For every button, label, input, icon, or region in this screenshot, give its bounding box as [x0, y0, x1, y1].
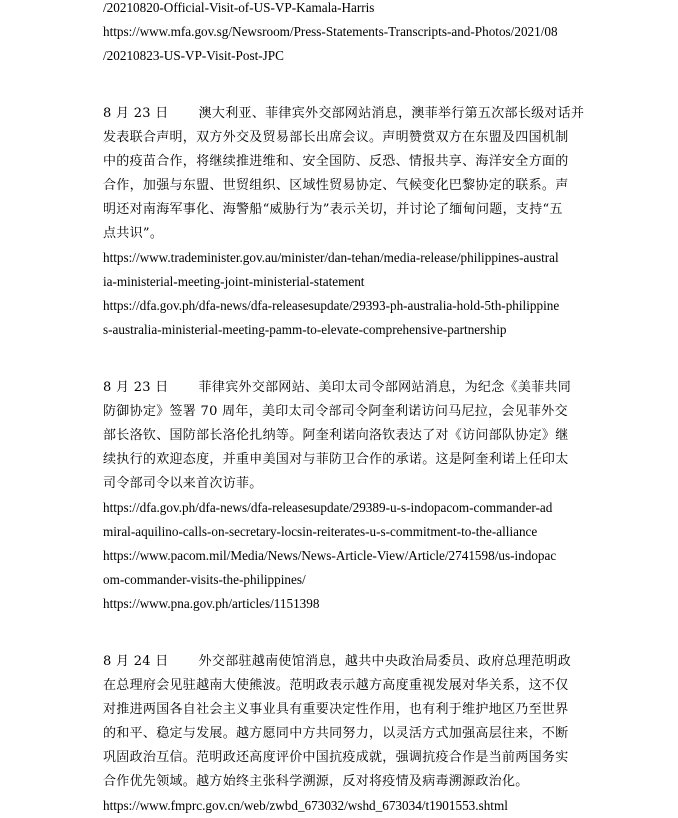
entry-text-line: 部长洛钦、国防部长洛伦扎纳等。阿奎利诺向洛钦表达了对《访问部队协定》继: [103, 428, 569, 443]
entry-text-line: 司令部司令以来首次访菲。: [103, 476, 263, 491]
entry-text-line: 澳大利亚、菲律宾外交部网站消息，澳菲举行第五次部长级对话并: [198, 106, 585, 121]
entry-text-line: 续执行的欢迎态度，并重申美国对与菲防卫合作的承诺。这是阿奎利诺上任印太: [103, 452, 569, 467]
source-url[interactable]: https://www.pacom.mil/Media/News/News-Article-View/Article/2741598/us-indopac: [103, 548, 557, 563]
entry-text-line: 防御协定》签署 70 周年，美印太司令部司令阿奎利诺访问马尼拉，会见菲外交: [103, 404, 568, 419]
entry-date: 8 月 24 日: [103, 654, 169, 669]
document-page: [103, 0, 585, 818]
entry-text-line: 点共识”。: [103, 226, 164, 241]
entry-text-line: 对推进两国各自社会主义事业具有重要决定性作用，也有利于维护地区乃至世界: [103, 702, 569, 717]
entry-text-line: 巩固政治互信。范明政还高度评价中国抗疫成就，强调抗疫合作是当前两国务实: [103, 750, 569, 765]
source-url[interactable]: /20210820-Official-Visit-of-US-VP-Kamala-Harris: [103, 0, 375, 15]
entry-text-line: 合作，加强与东盟、世贸组织、区域性贸易协定、气候变化巴黎协定的联系。声: [103, 178, 569, 193]
entry-date: 8 月 23 日: [103, 380, 169, 395]
paragraph-gap: [103, 68, 585, 102]
source-url[interactable]: https://www.pna.gov.ph/articles/1151398: [103, 596, 320, 611]
paragraph-gap: [103, 616, 585, 650]
entry-text-line: 在总理府会见驻越南大使熊波。范明政表示越方高度重视发展对华关系，这不仅: [103, 678, 569, 693]
source-url[interactable]: /20210823-US-VP-Visit-Post-JPC: [103, 48, 284, 63]
entry-text-line: 明还对南海军事化、海警船“威胁行为”表示关切，并讨论了缅甸问题，支持“五: [103, 202, 563, 217]
source-url[interactable]: https://www.fmprc.gov.cn/web/zwbd_673032/wshd_673034/t1901553.shtml: [103, 798, 508, 813]
source-url[interactable]: https://www.mfa.gov.sg/Newsroom/Press-Statements-Transcripts-and-Photos/2021/08: [103, 24, 558, 39]
entry-block: [103, 376, 585, 616]
entry-block: [103, 650, 585, 818]
entry-block: [103, 0, 585, 68]
entry-block: [103, 102, 585, 342]
entry-first-line: [103, 102, 585, 126]
source-url[interactable]: https://dfa.gov.ph/dfa-news/dfa-releasesupdate/29389-u-s-indopacom-commander-ad: [103, 500, 553, 515]
source-url[interactable]: miral-aquilino-calls-on-secretary-locsin-reiterates-u-s-commitment-to-the-alliance: [103, 524, 538, 539]
source-url[interactable]: s-australia-ministerial-meeting-pamm-to-elevate-comprehensive-partnership: [103, 322, 507, 337]
entry-first-line: [103, 650, 585, 674]
entry-text-line: 外交部驻越南使馆消息，越共中央政治局委员、政府总理范明政: [198, 654, 572, 669]
entry-text-line: 合作优先领域。越方始终主张科学溯源，反对将疫情及病毒溯源政治化。: [103, 774, 529, 789]
source-url[interactable]: ia-ministerial-meeting-joint-ministerial-statement: [103, 274, 365, 289]
entry-text-line: 中的疫苗合作，将继续推进维和、安全国防、反恐、情报共享、海洋安全方面的: [103, 154, 569, 169]
entry-first-line: [103, 376, 585, 400]
source-url[interactable]: https://dfa.gov.ph/dfa-news/dfa-releasesupdate/29393-ph-australia-hold-5th-philippine: [103, 298, 560, 313]
source-url[interactable]: https://www.trademinister.gov.au/minister/dan-tehan/media-release/philippines-austral: [103, 250, 559, 265]
entry-text-line: 菲律宾外交部网站、美印太司令部网站消息，为纪念《美菲共同: [198, 380, 572, 395]
entry-text-line: 的和平、稳定与发展。越方愿同中方共同努力，以灵活方式加强高层往来，不断: [103, 726, 569, 741]
entry-text-line: 发表联合声明，双方外交及贸易部长出席会议。声明赞赏双方在东盟及四国机制: [103, 130, 569, 145]
paragraph-gap: [103, 342, 585, 376]
source-url[interactable]: om-commander-visits-the-philippines/: [103, 572, 306, 587]
entry-date: 8 月 23 日: [103, 106, 169, 121]
